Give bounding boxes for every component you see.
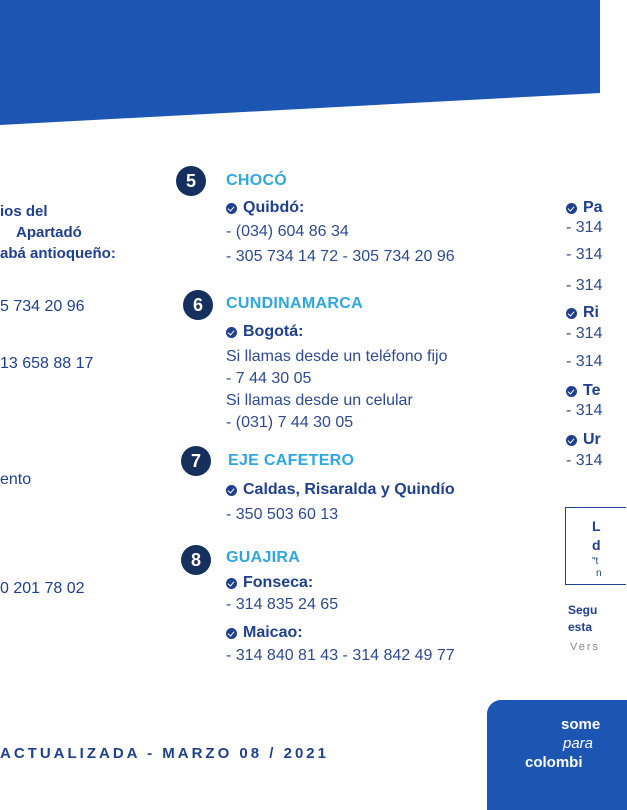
header-banner [0, 0, 600, 125]
left-number: 13 658 88 17 [0, 355, 94, 372]
phone-line: - 350 503 60 13 [226, 506, 339, 523]
right-city [566, 199, 603, 217]
city-label: Te [583, 382, 601, 399]
city-label: Quibdó: [243, 199, 305, 216]
right-city [566, 382, 600, 400]
phone-line: Si llamas desde un teléfono fijo [226, 348, 448, 365]
phone-line: - 314 [566, 452, 603, 469]
brand-line: para [563, 735, 594, 752]
city-label: Fonseca: [243, 574, 314, 591]
left-number: ento [0, 471, 32, 488]
section-title-eje-cafetero: EJE CAFETERO [228, 452, 355, 469]
phone-line: - 314 [566, 402, 603, 419]
phone-line: - 314 840 81 43 - 314 842 49 77 [226, 647, 455, 664]
section-title-guajira: GUAJIRA [226, 549, 301, 566]
right-city [566, 304, 599, 322]
phone-line: - (031) 7 44 30 05 [226, 414, 354, 431]
footer-updated-date: ACTUALIZADA - MARZO 08 / 2021 [0, 745, 329, 762]
phone-line: - 314 835 24 65 [226, 596, 339, 613]
phone-line: - 314 [566, 353, 603, 370]
note-line: esta [568, 620, 593, 634]
info-box-line: L [592, 518, 601, 534]
right-city [566, 431, 601, 449]
left-number: 5 734 20 96 [0, 298, 85, 315]
check-icon [226, 628, 237, 639]
city-quibdo [226, 199, 304, 217]
left-heading-line: abá antioqueño: [0, 245, 116, 262]
section-title-choco: CHOCÓ [226, 172, 288, 189]
city-label: Pa [583, 199, 603, 216]
left-heading-line: ios del [0, 203, 48, 220]
phone-line: - 314 [566, 219, 603, 236]
version-text: Vers [570, 641, 601, 653]
section-number-badge: 7 [181, 446, 211, 476]
phone-line: - 305 734 14 72 - 305 734 20 96 [226, 248, 455, 265]
city-label: Ri [583, 304, 599, 321]
phone-line: - (034) 604 86 34 [226, 223, 349, 240]
section-number-badge: 8 [181, 545, 211, 575]
brand-block [487, 700, 627, 810]
check-icon [566, 435, 577, 446]
check-icon [226, 327, 237, 338]
city-label: Ur [583, 431, 601, 448]
city-caldas-risaralda-quindio [226, 481, 455, 499]
info-box [565, 507, 626, 585]
check-icon [566, 308, 577, 319]
info-box-line: d [592, 537, 601, 553]
city-label: Caldas, Risaralda y Quindío [243, 481, 455, 498]
city-label: Maicao: [243, 624, 303, 641]
section-title-cundinamarca: CUNDINAMARCA [226, 295, 363, 312]
city-label: Bogotá: [243, 323, 304, 340]
phone-line: - 7 44 30 05 [226, 370, 312, 387]
brand-line: colombi [525, 754, 583, 771]
check-icon [226, 203, 237, 214]
info-box-line: "t [592, 556, 599, 567]
phone-line: - 314 [566, 246, 603, 263]
check-icon [226, 485, 237, 496]
info-box-line: n [596, 568, 602, 579]
check-icon [566, 386, 577, 397]
city-maicao [226, 624, 303, 642]
note-line: Segu [568, 603, 598, 617]
section-number-badge: 5 [176, 166, 206, 196]
check-icon [566, 203, 577, 214]
check-icon [226, 578, 237, 589]
brand-line: some [561, 716, 601, 733]
left-number: 0 201 78 02 [0, 580, 85, 597]
left-heading-line: Apartadó [16, 224, 82, 241]
phone-line: - 314 [566, 325, 603, 342]
phone-line: Si llamas desde un celular [226, 392, 413, 409]
city-bogota [226, 323, 303, 341]
city-fonseca [226, 574, 313, 592]
phone-line: - 314 [566, 277, 603, 294]
section-number-badge: 6 [183, 290, 213, 320]
